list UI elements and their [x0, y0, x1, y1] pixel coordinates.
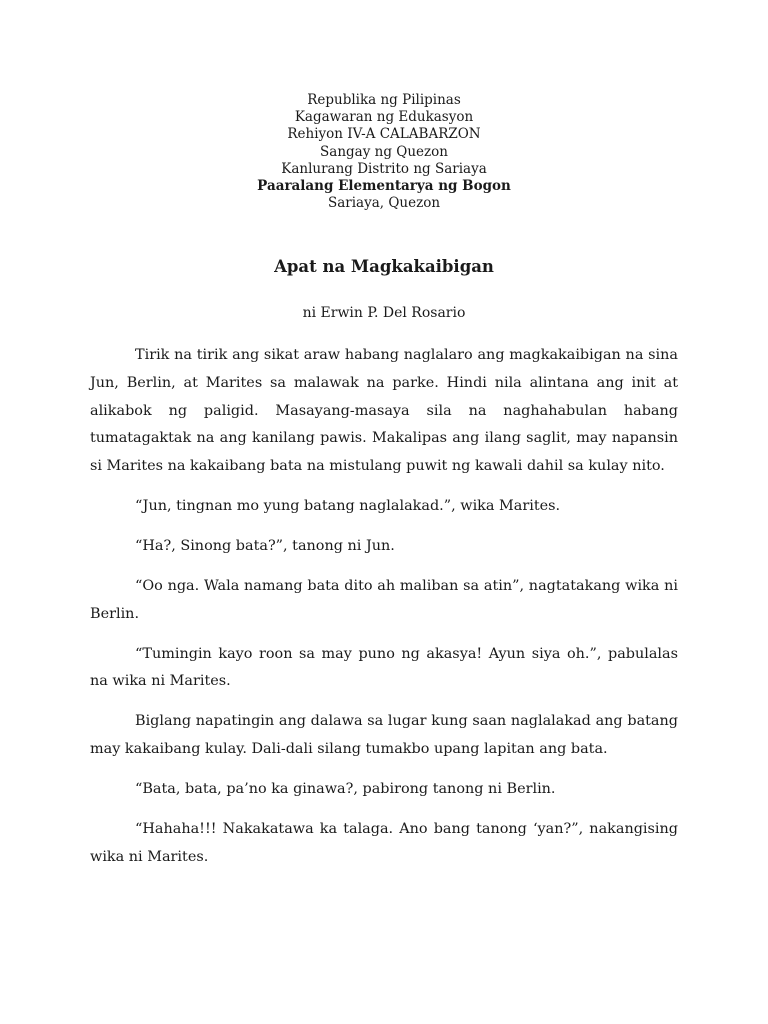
letterhead-school: Paaralang Elementarya ng Bogon	[257, 178, 511, 195]
document-page	[90, 92, 678, 884]
letterhead-department: Kagawaran ng Edukasyon	[294, 109, 474, 126]
letterhead-location: Sariaya, Quezon	[327, 195, 441, 212]
story-paragraph: “Tumingin kayo roon sa may puno ng akasya! Ayun siya oh.”, pabulalas na wika ni Marites.	[90, 645, 678, 690]
story-paragraph: “Ha?, Sinong bata?”, tanong ni Jun.	[135, 537, 395, 554]
story-body	[90, 342, 678, 871]
story-paragraph: “Oo nga. Wala namang bata dito ah maliban sa atin”, nagtatakang wika ni Berlin.	[90, 578, 678, 622]
letterhead	[90, 92, 678, 212]
story-author: ni Erwin P. Del Rosario	[302, 305, 466, 322]
letterhead-district: Kanlurang Distrito ng Sariaya	[281, 160, 487, 177]
story-paragraph: “Jun, tingnan mo yung batang naglalakad.”, wika Marites.	[135, 497, 561, 514]
story-paragraph: Tirik na tirik ang sikat araw habang naglalaro ang magkakaibigan na sina Jun, Berlin, at Marites sa malawak na parke. Hindi nila alintana ang init at alikabok ng paligid. Masayang-masaya sila na naghahabulan habang tumatagaktak na ang kanilang pawis. Makalipas ang ilang saglit, may napansin si Marites na kakaibang bata na mistulang puwit ng kawali dahil sa kulay nito.	[90, 347, 678, 474]
story-paragraph: “Hahaha!!! Nakakatawa ka talaga. Ano bang tanong ‘yan?”, nakangising wika ni Marites.	[90, 821, 678, 865]
letterhead-republic: Republika ng Pilipinas	[307, 92, 461, 108]
story-paragraph: “Bata, bata, pa’no ka ginawa?, pabirong tanong ni Berlin.	[135, 781, 556, 798]
story-paragraph: Biglang napatingin ang dalawa sa lugar kung saan naglalakad ang batang may kakaibang kulay. Dali-dali silang tumakbo upang lapitan ang bata.	[90, 713, 678, 758]
letterhead-division: Sangay ng Quezon	[320, 143, 448, 160]
story-title: Apat na Magkakaibigan	[274, 257, 494, 277]
letterhead-region: Rehiyon IV-A CALABARZON	[287, 126, 481, 143]
